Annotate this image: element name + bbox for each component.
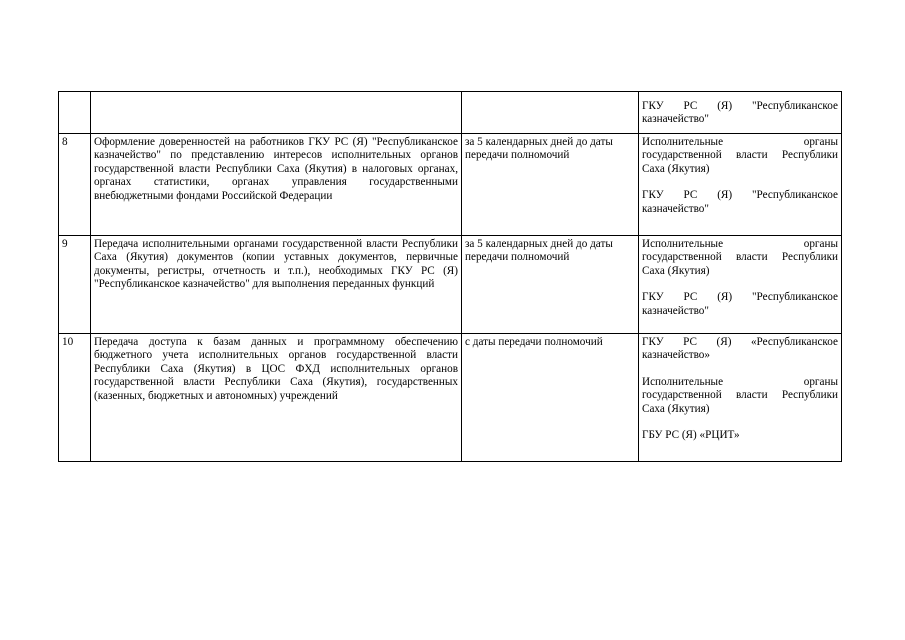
responsible-entry: Исполнительные органы государственной власти Республики Саха (Якутия)	[642, 136, 838, 175]
row-responsible	[639, 134, 842, 236]
responsible-entry: Исполнительные органы государственной власти Республики Саха (Якутия)	[642, 375, 838, 415]
row-task	[91, 236, 462, 334]
row-number: 8	[59, 134, 91, 236]
table-row	[59, 236, 842, 334]
responsible-entry: Исполнительные органы государственной власти Республики Саха (Якутия)	[642, 238, 838, 277]
responsible-entry: ГКУ РС (Я) "Республиканское казначейство"	[642, 291, 838, 317]
task-text: Оформление доверенностей на работников ГКУ РС (Я) "Республиканское казначейство" по представлению интересов исполнительных органов государственной власти Республики Саха (Якутия) в налоговых органах, органах статистики, органах управления государственными внебюджетными фондами Российской Федерации	[94, 136, 458, 202]
row-number: 9	[59, 236, 91, 334]
row-deadline: с даты передачи полномочий	[462, 334, 639, 462]
row-deadline	[462, 92, 639, 134]
task-text: Передача доступа к базам данных и программному обеспечению бюджетного учета исполнительных органов государственной власти Республики Саха (Якутия) в ЦОС ФХД исполнительных органов государственной власти Республики Саха (Якутия), государственных (казенных, бюджетных и автономных) учреждений	[94, 336, 458, 402]
row-deadline: за 5 календарных дней до даты передачи полномочий	[462, 236, 639, 334]
row-task	[91, 334, 462, 462]
row-responsible	[639, 334, 842, 462]
row-task	[91, 92, 462, 134]
table-row	[59, 92, 842, 134]
row-responsible	[639, 92, 842, 134]
responsible-entry: ГКУ РС (Я) "Республиканское казначейство"	[642, 189, 838, 215]
document-table	[58, 91, 842, 462]
table-row	[59, 334, 842, 462]
row-number	[59, 92, 91, 134]
row-number: 10	[59, 334, 91, 462]
responsible-entry: ГКУ РС (Я) "Республиканское казначейство"	[642, 100, 838, 126]
responsible-entry: ГБУ РС (Я) «РЦИТ»	[642, 429, 740, 442]
task-text: Передача исполнительными органами государственной власти Республики Саха (Якутия) документов (копии уставных документов, первичные документы, регистры, отчетность и т.п.), необходимых ГКУ РС (Я) "Республиканское казначейство" для выполнения переданных функций	[94, 238, 458, 291]
table-row	[59, 134, 842, 236]
responsible-entry: ГКУ РС (Я) «Республиканское казначейство»	[642, 336, 838, 362]
row-responsible	[639, 236, 842, 334]
row-deadline: за 5 календарных дней до даты передачи полномочий	[462, 134, 639, 236]
row-task	[91, 134, 462, 236]
